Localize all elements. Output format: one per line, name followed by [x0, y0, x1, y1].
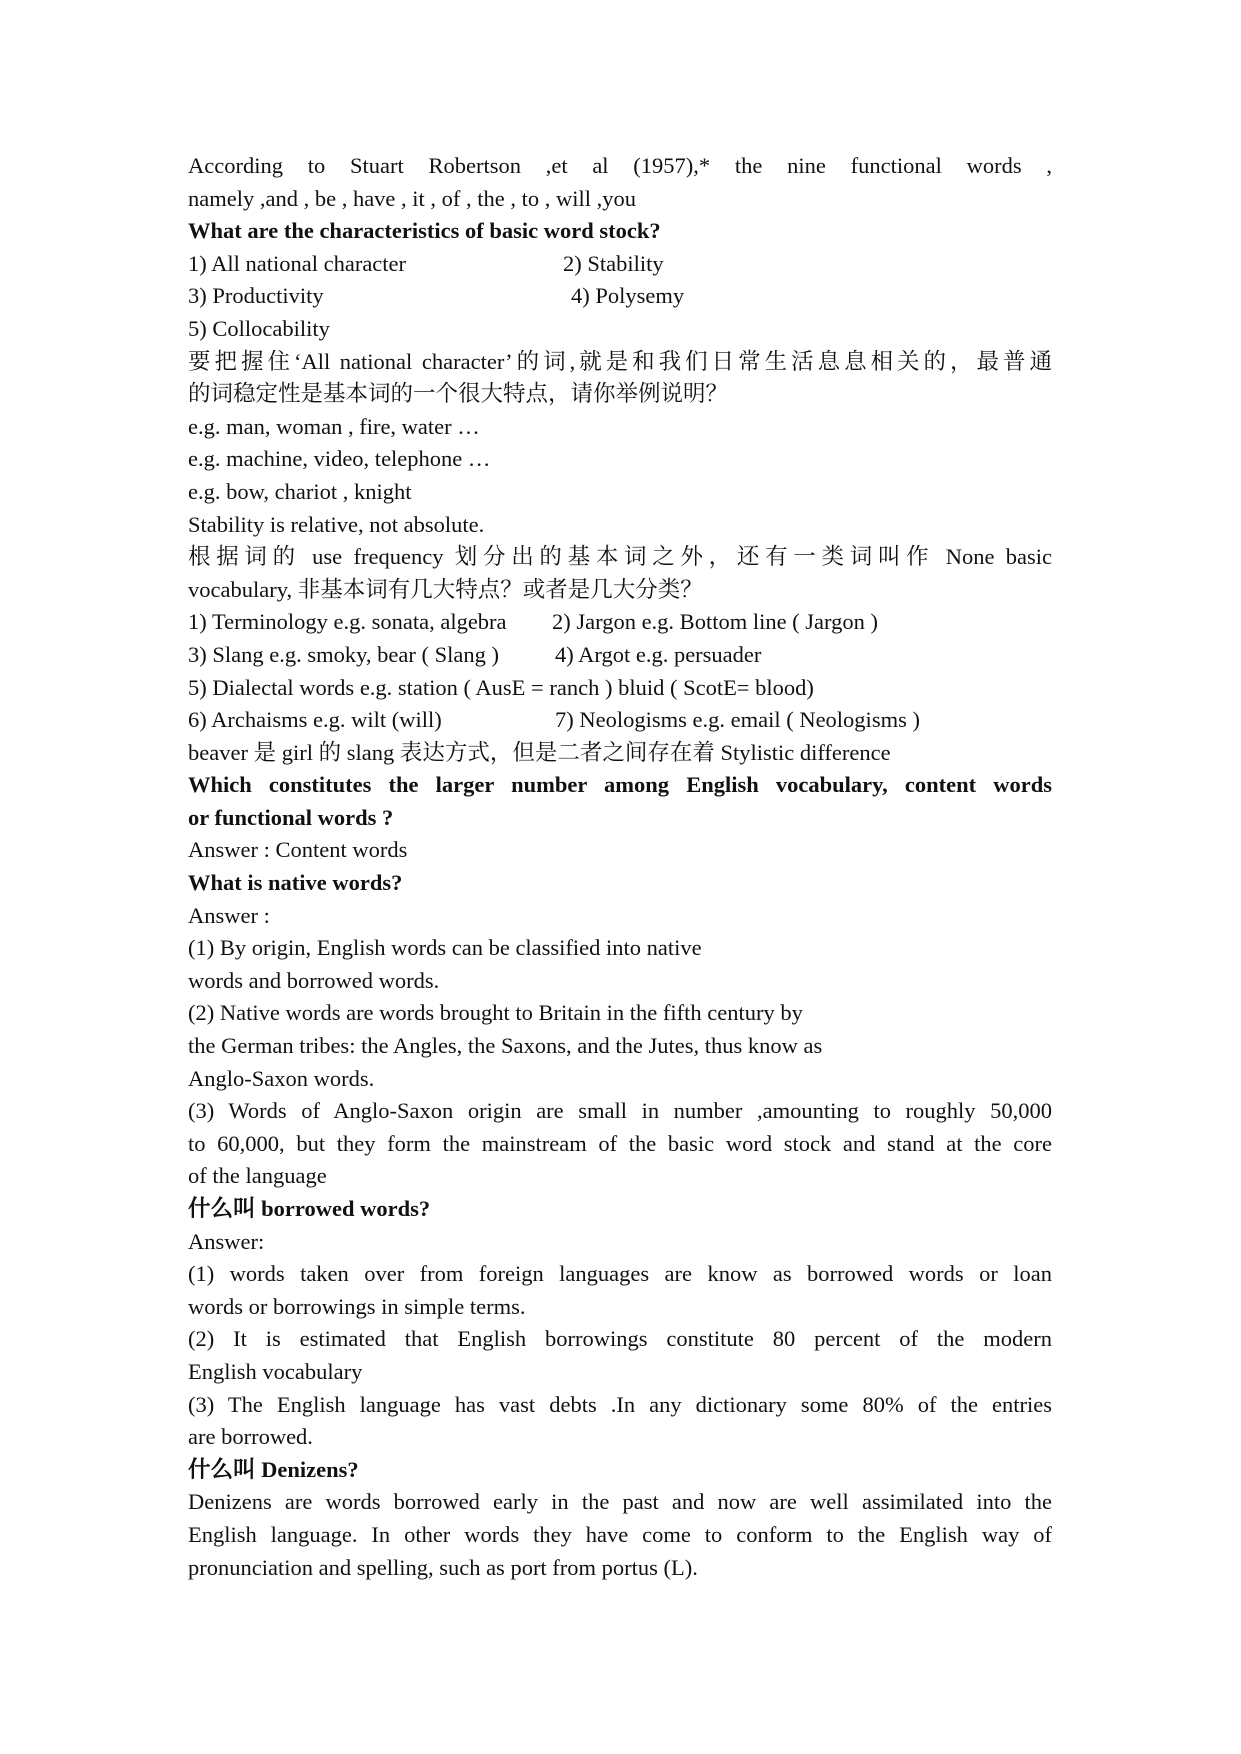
borrowed-point-1-line-1: (1) words taken over from foreign languages are know as borrowed words or loan	[188, 1261, 1052, 1287]
denizens-line-3: pronunciation and spelling, such as port from portus (L).	[188, 1554, 698, 1580]
non-basic-item-2: 2) Jargon e.g. Bottom line ( Jargon )	[552, 609, 878, 635]
characteristic-4: 4) Polysemy	[571, 283, 685, 309]
native-point-2-line-3: Anglo-Saxon words.	[188, 1065, 375, 1091]
answer-label-native: Answer :	[188, 902, 270, 928]
native-point-2-line-2: the German tribes: the Angles, the Saxons, and the Jutes, thus know as	[188, 1033, 823, 1059]
native-point-1-line-2: words and borrowed words.	[188, 967, 440, 993]
chinese-prompt-line-1: 要把握住‘All national character’的词,就是和我们日常生活息息相关的，最普通	[188, 348, 1052, 374]
question-denizens: 什么叫 Denizens?	[188, 1456, 359, 1482]
characteristic-3: 3) Productivity	[188, 283, 324, 309]
question-native-words: What is native words?	[188, 870, 403, 896]
answer-content-words: Answer : Content words	[188, 837, 408, 863]
denizens-line-2: English language. In other words they have come to conform to the English way of	[188, 1521, 1052, 1547]
non-basic-row-2	[188, 639, 1052, 672]
denizens-line-1: Denizens are words borrowed early in the past and now are well assimilated into the	[188, 1489, 1052, 1515]
native-point-3-line-1: (3) Words of Anglo-Saxon origin are small in number ,amounting to roughly 50,000	[188, 1098, 1052, 1124]
borrowed-point-2-line-2: English vocabulary	[188, 1358, 363, 1384]
characteristic-2: 2) Stability	[563, 250, 664, 276]
chinese-prompt-line-2: 的词稳定性是基本词的一个很大特点，请你举例说明？	[188, 381, 729, 407]
slang-note: beaver 是 girl 的 slang 表达方式，但是二者之间存在着 Stylistic difference	[188, 739, 891, 765]
question-content-words-line-2: or functional words ?	[188, 804, 394, 830]
non-basic-item-1: 1) Terminology e.g. sonata, algebra	[188, 609, 507, 635]
document-body	[188, 150, 1052, 1584]
non-basic-row-1	[188, 606, 1052, 639]
non-basic-item-7: 7) Neologisms e.g. email ( Neologisms )	[555, 707, 920, 733]
example-line-1: e.g. man, woman , fire, water …	[188, 413, 480, 439]
native-point-1-line-1: (1) By origin, English words can be classified into native	[188, 935, 702, 961]
characteristic-5: 5) Collocability	[188, 315, 330, 341]
native-point-2-line-1: (2) Native words are words brought to Britain in the fifth century by	[188, 1000, 803, 1026]
non-basic-item-3: 3) Slang e.g. smoky, bear ( Slang )	[188, 641, 499, 667]
non-basic-item-4: 4) Argot e.g. persuader	[555, 641, 762, 667]
non-basic-prompt-line-2: vocabulary, 非基本词有几大特点？或者是几大分类？	[188, 576, 703, 602]
characteristic-1: 1) All national character	[188, 250, 407, 276]
question-basic-word-stock: What are the characteristics of basic word stock?	[188, 218, 661, 244]
non-basic-row-4	[188, 704, 1052, 737]
borrowed-point-2-line-1: (2) It is estimated that English borrowings constitute 80 percent of the modern	[188, 1326, 1052, 1352]
borrowed-point-1-line-2: words or borrowings in simple terms.	[188, 1293, 526, 1319]
non-basic-item-5: 5) Dialectal words e.g. station ( AusE = ranch ) bluid ( ScotE= blood)	[188, 674, 814, 700]
example-line-3: e.g. bow, chariot , knight	[188, 478, 412, 504]
stability-note: Stability is relative, not absolute.	[188, 511, 485, 537]
native-point-3-line-3: of the language	[188, 1163, 327, 1189]
non-basic-prompt-line-1: 根据词的 use frequency 划分出的基本词之外，还有一类词叫作 None basic	[188, 544, 1052, 570]
answer-label-borrowed: Answer:	[188, 1228, 265, 1254]
characteristics-row-1	[188, 248, 1052, 281]
example-line-2: e.g. machine, video, telephone …	[188, 446, 491, 472]
characteristics-row-2	[188, 280, 1052, 313]
borrowed-point-3-line-1: (3) The English language has vast debts .In any dictionary some 80% of the entries	[188, 1391, 1052, 1417]
native-point-3-line-2: to 60,000, but they form the mainstream of the basic word stock and stand at the core	[188, 1130, 1052, 1156]
question-content-words-line-1: Which constitutes the larger number among English vocabulary, content words	[188, 772, 1052, 798]
non-basic-item-6: 6) Archaisms e.g. wilt (will)	[188, 707, 442, 733]
intro-line-2: namely ,and , be , have , it , of , the , to , will ,you	[188, 185, 637, 211]
question-borrowed-words: 什么叫 borrowed words?	[188, 1196, 431, 1221]
borrowed-point-3-line-2: are borrowed.	[188, 1424, 313, 1450]
intro-line-1: According to Stuart Robertson ,et al (1957),* the nine functional words ,	[188, 153, 1052, 178]
